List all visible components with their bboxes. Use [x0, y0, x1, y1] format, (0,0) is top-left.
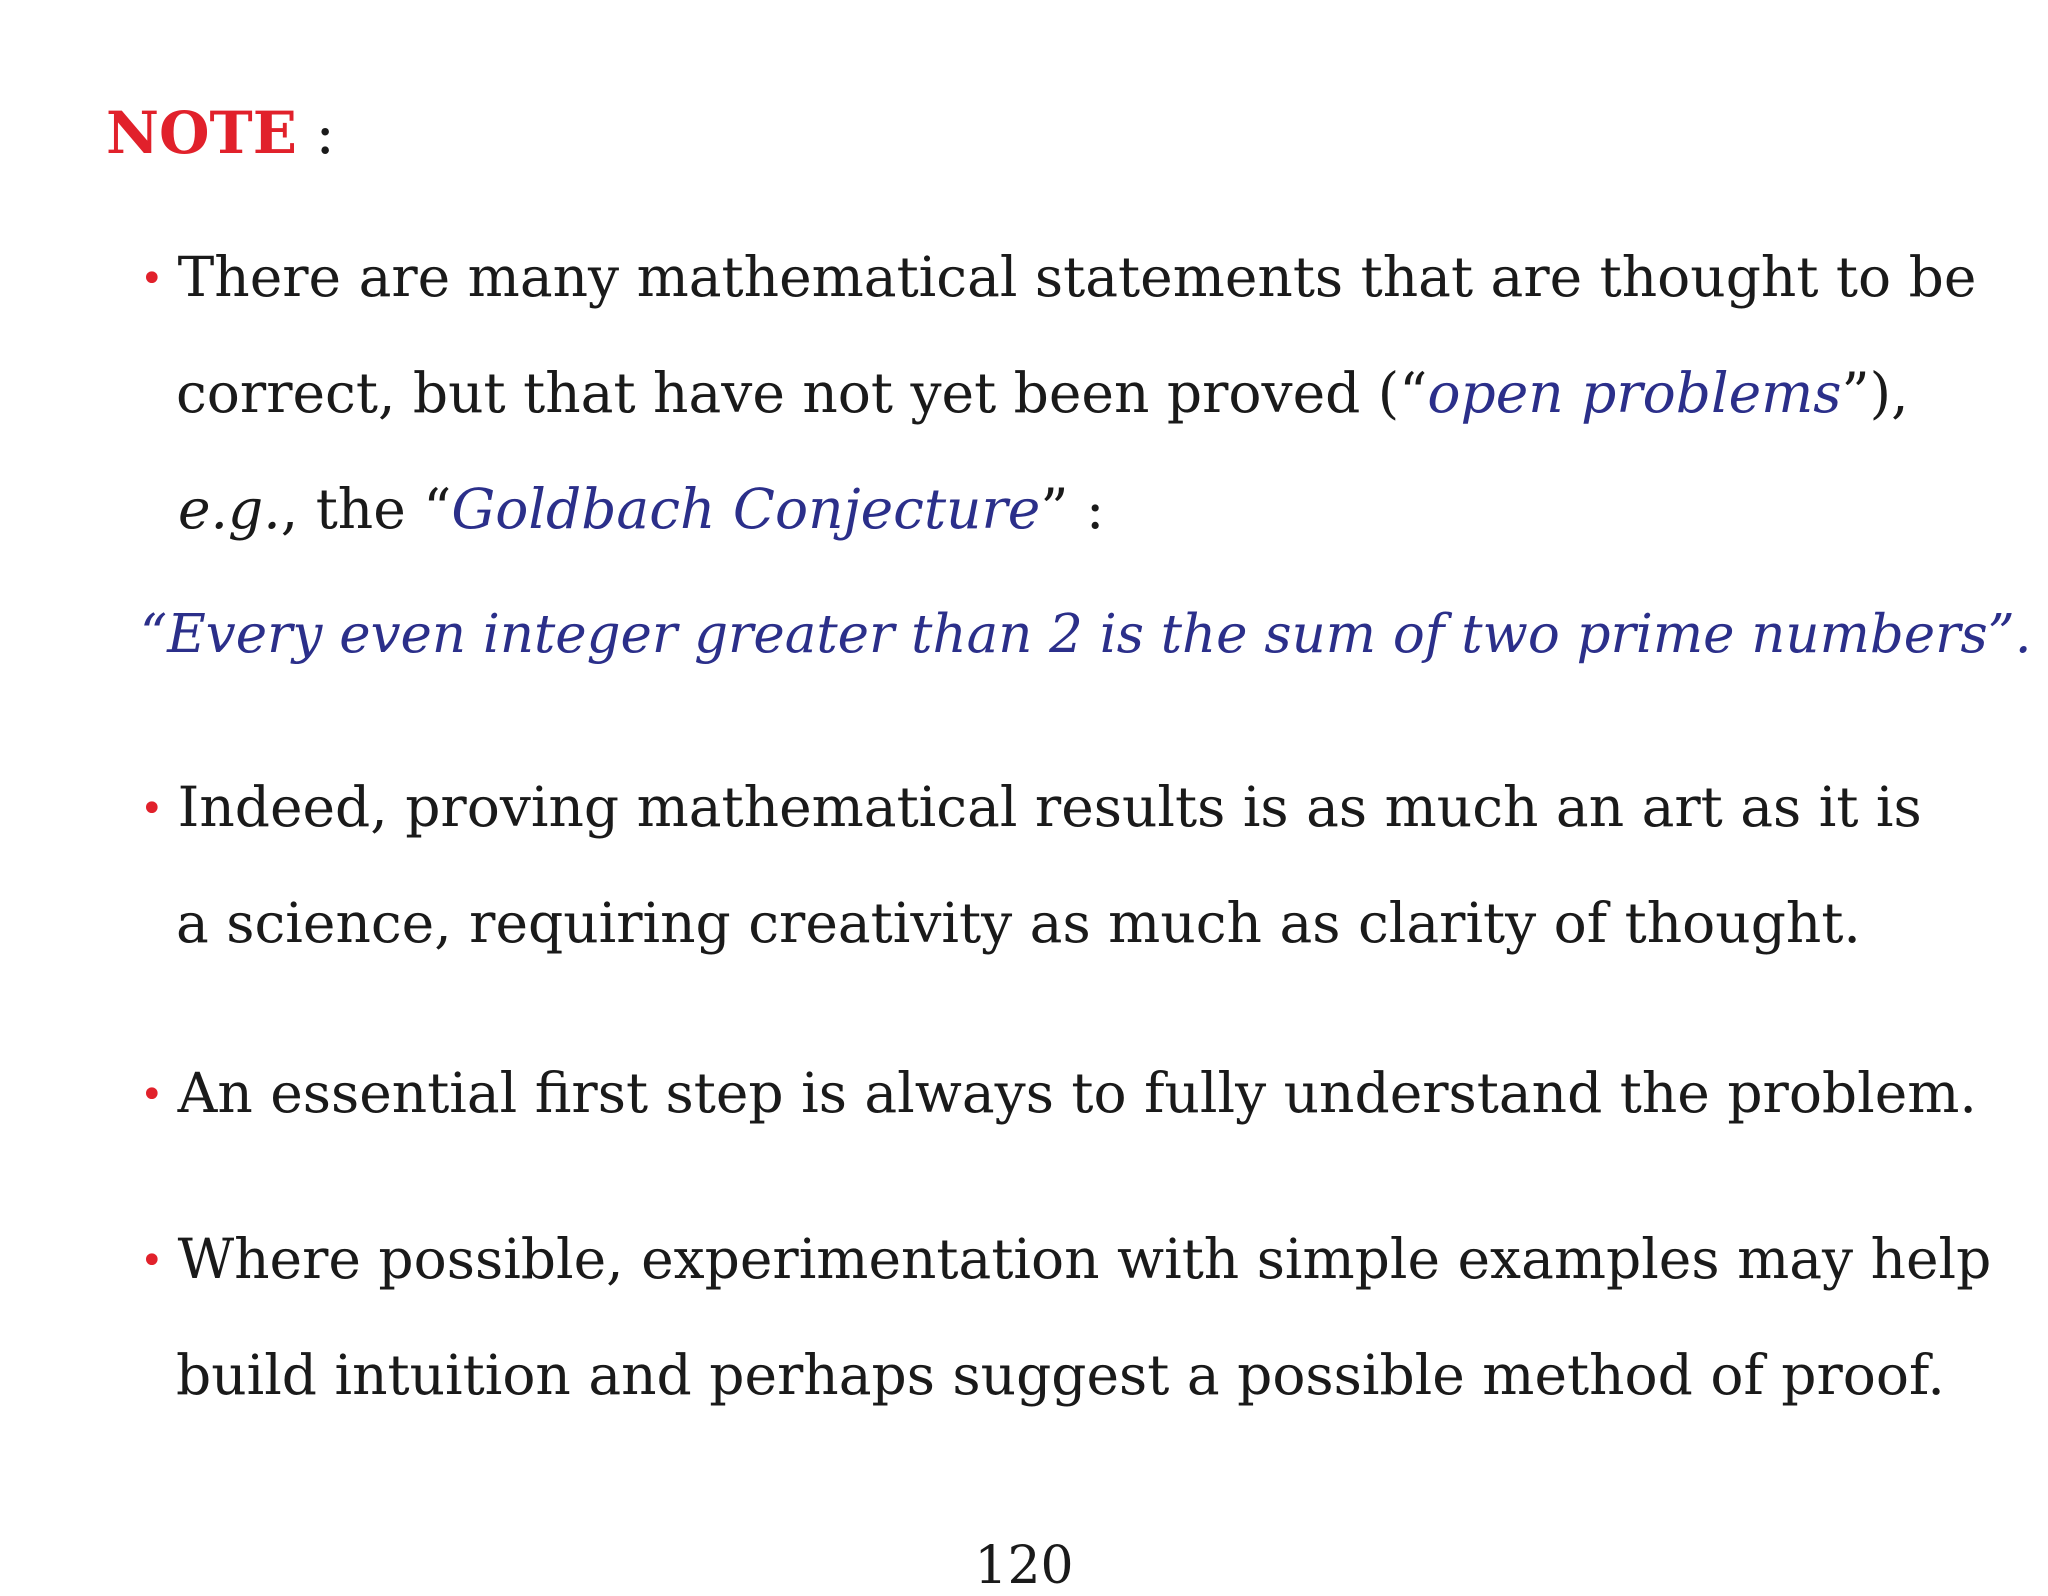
bullet-1-text-2a: correct, but that have not yet been proved (“	[176, 361, 1428, 425]
open-problems-term: open problems	[1427, 361, 1842, 425]
goldbach-conjecture-term: Goldbach Conjecture	[451, 477, 1041, 541]
bullet-1-text-1: There are many mathematical statements that are thought to be	[177, 245, 1977, 309]
bullet-1-line-3	[178, 477, 1105, 541]
bullet-1-line-2	[176, 361, 1909, 425]
bullet-1-text-3b: ” :	[1040, 477, 1105, 541]
bullet-1-line-1	[140, 245, 1977, 309]
bullet-4-text-1: Where possible, experimentation with simple examples may help	[177, 1227, 1992, 1291]
bullet-3-text-1: An essential first step is always to fully understand the problem.	[177, 1061, 1977, 1125]
bullet-1-text-3a: , the “	[280, 477, 452, 541]
eg-abbrev: e.g.	[178, 477, 281, 541]
note-colon: :	[315, 99, 335, 167]
note-heading	[106, 99, 335, 167]
bullet-4-line-1	[140, 1227, 1992, 1291]
bullet-2-line-2: a science, requiring creativity as much as clarity of thought.	[176, 891, 1861, 955]
goldbach-quote: “Every even integer greater than 2 is the sum of two prime numbers”.	[140, 604, 2032, 665]
bullet-2-line-1	[140, 775, 1922, 839]
bullet-dot-icon: •	[140, 1238, 164, 1284]
page-number: 120	[974, 1536, 1074, 1596]
note-label: NOTE	[106, 99, 297, 167]
bullet-1-text-2b: ”),	[1841, 361, 1909, 425]
bullet-3-line-1	[140, 1061, 1977, 1125]
bullet-4-line-2: build intuition and perhaps suggest a possible method of proof.	[176, 1343, 1945, 1407]
bullet-dot-icon: •	[140, 786, 164, 832]
bullet-2-text-1: Indeed, proving mathematical results is as much an art as it is	[177, 775, 1922, 839]
bullet-dot-icon: •	[140, 256, 164, 302]
bullet-dot-icon: •	[140, 1072, 164, 1118]
